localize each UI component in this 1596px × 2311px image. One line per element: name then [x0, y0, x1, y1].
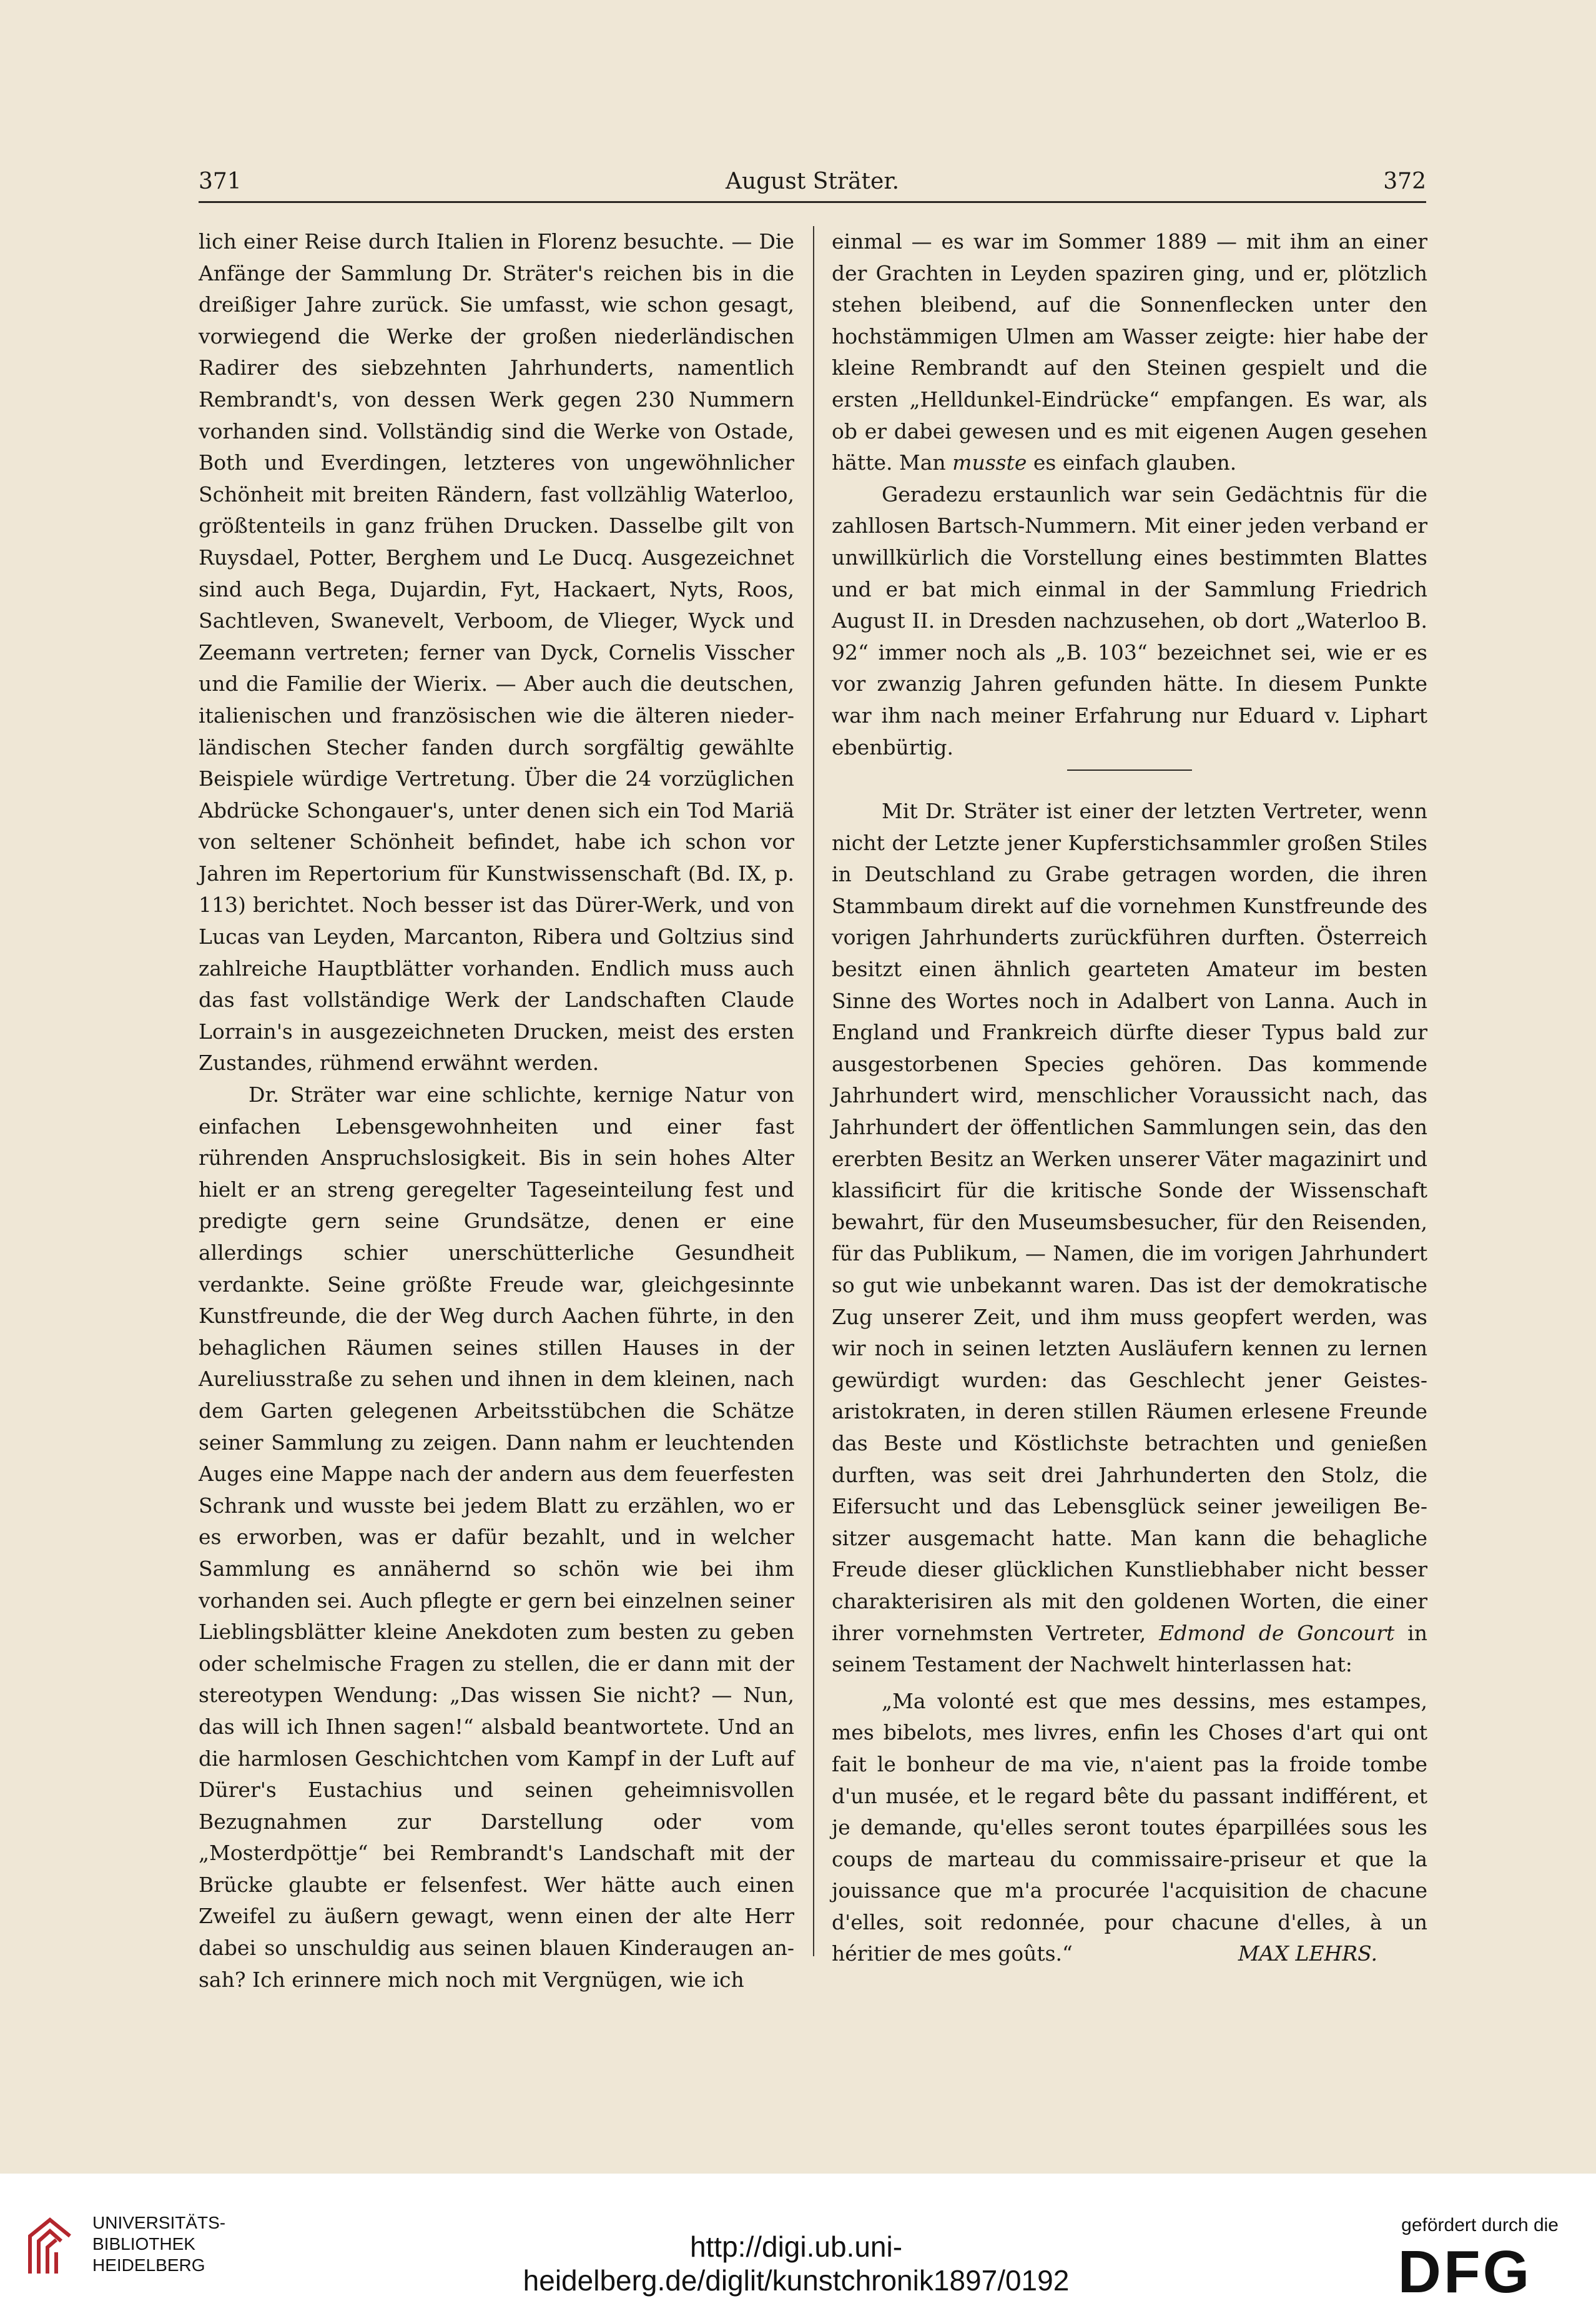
left-column: [199, 226, 794, 1996]
quotation: „Ma volonté est que mes dessins, mes estampes, mes bibelots, mes livres, enfin les Choses d'art qui ont fait le bonheur de ma vie, n'aient pas la froide tombe d'un musée, et le regard bête du passant indifférent, et je demande, qu'elles seront toutes éparpillées sous les coups de marteau du commissaire-priseur et que la jouissance que m'a procurée l'acquisition de chacune d'elles, soit redonnée, pour chacune d'elles, à un héritier de mes goûts.“ MAX LEHRS.: [832, 1686, 1427, 1970]
source-url[interactable]: http://digi.ub.uni-heidelberg.de/diglit/kunstchronik1897/0192: [523, 2230, 1070, 2297]
paragraph: lich einer Reise durch Italien in Florenz besuchte. — Die Anfänge der Sammlung Dr. Sträter's reichen bis in die dreißiger Jahre zurück. Sie umfasst, wie schon gesagt, vorwiegend die Werke der großen niederländischen Radirer des siebzehnten Jahrhunderts, namentlich Rembrandt's, von dessen Werk gegen 230 Nummern vorhanden sind. Vollständig sind die Werke von Ostade, Both und Everdingen, letzteres von ungewöhnlicher Schönheit mit breiten Rändern, fast vollzählig Waterloo, größtenteils in ganz frühen Drucken. Dasselbe gilt von Ruysdael, Potter, Berghem und Le Ducq. Ausgezeichnet sind auch Bega, Dujardin, Fyt, Hackaert, Nyts, Roos, Sachtleven, Swanevelt, Verboom, de Vlieger, Wyck und Zeemann vertreten; ferner van Dyck, Cornelis Visscher und die Familie der Wierix. — Aber auch die deutschen, italienischen und französischen wie die älteren niederländischen Stecher fanden durch sorgfältig gewählte Beispiele würdige Vertretung. Über die 24 vorzüglichen Abdrücke Schongauer's, unter denen sich ein Tod Mariä von seltener Schönheit befindet, habe ich schon vor Jahren im Repertorium für Kunstwissenschaft (Bd. IX, p. 113) berichtet. Noch besser ist das Dürer-Werk, und von Lucas van Leyden, Marcanton, Ribera und Goltzius sind zahlreiche Hauptblätter vorhanden. Endlich muss auch das fast vollständige Werk der Landschaften Claude Lorrain's in ausgezeichneten Drucken, meist des ersten Zustandes, rühmend erwähnt werden.: [199, 229, 794, 1076]
svg-text:DFG: DFG: [1397, 2241, 1532, 2300]
page-number-right: 372: [1383, 169, 1426, 194]
library-name: UNIVERSITÄTS- BIBLIOTHEK HEIDELBERG: [92, 2213, 226, 2275]
column-divider: [813, 226, 814, 1956]
paragraph: Geradezu erstaunlich war sein Gedächtnis für die zahllosen Bartsch-Nummern. Mit einer jeden verband er unwillkürlich die Vorstellung eines bestimmten Blattes und er bat mich einmal in der Sammlung Friedrich August II. in Dresden nachzusehen, ob dort „Waterloo B. 92“ immer noch als „B. 103“ bezeichnet sei, wie er es vor zwanzig Jahren gefunden hätte. In diesem Punkte war ihm nach meiner Erfahrung nur Eduard v. Liphart ebenbürtig.: [832, 482, 1427, 760]
paragraph: Dr. Sträter war eine schlichte, kernige Natur von einfachen Lebensgewohnheiten und einer fast rührenden Anspruchslosigkeit. Bis in sein hohes Alter hielt er an streng geregelter Tageseinteilung fest und predigte gern seine Grundsätze, denen er eine allerdings schier unerschütterliche Gesundheit verdankte. Seine größte Freude war, gleichgesinnte Kunstfreunde, die der Weg durch Aachen führte, in den behaglichen Räumen seines stillen Hauses in der Aureliusstraße zu sehen und ihnen in dem kleinen, nach dem Garten gelegenen Arbeitsstübchen die Schätze seiner Sammlung zu zeigen. Dann nahm er leuchtenden Auges eine Mappe nach der andern aus dem feuerfesten Schrank und wusste bei jedem Blatt zu erzählen, wo er es erworben, was er dafür bezahlt, und in welcher Sammlung es annähernd so schön wie bei ihm vorhanden sei. Auch pflegte er gern bei einzelnen seiner Lieblingsblätter kleine Anekdoten zum besten zu geben oder schelmische Fragen zu stellen, die er dann mit der stereotypen Wendung: „Das wissen Sie nicht? — Nun, das will ich Ihnen sagen!“ alsbald beantwortete. Und an die harmlosen Geschichtchen vom Kampf in der Luft auf Dürer's Eustachius und seinen geheimnisvollen Bezugnahmen zur Darstellung oder vom „Mosterdpöttje“ bei Rembrandt's Landschaft mit der Brücke glaubte er felsenfest. Wer hätte auch einen Zweifel zu äußern gewagt, wenn einen der alte Herr dabei so unschuldig aus seinen blauen Kinderaugen ansah? Ich erinnere mich noch mit Vergnügen, wie ich: [199, 1082, 794, 1992]
emphasis: Edmond de Goncourt: [1159, 1620, 1395, 1645]
ub-heidelberg-logo-icon: [25, 2211, 75, 2280]
page-header: [199, 169, 1426, 206]
paragraph: einmal — es war im Sommer 1889 — mit ihm an einer der Grachten in Leyden spaziren ging, und er, plötzlich stehen bleibend, auf die Sonnenflecken unter den hochstämmigen Ulmen am Wasser zeigte: hier habe der kleine Rembrandt auf den Steinen gespielt und die ersten „Helldunkel-Eindrücke“ empfangen. Es war, als ob er dabei gewesen und es mit eigenen Augen gesehen hätte. Man musste es einfach glauben.: [832, 229, 1427, 475]
funding-label: gefördert durch die: [1401, 2215, 1559, 2235]
header-rule: [199, 201, 1426, 203]
page-number-left: 371: [199, 169, 242, 194]
author-signature: MAX LEHRS.: [1238, 1941, 1377, 1966]
right-column: [832, 226, 1427, 1970]
emphasis: musste: [952, 450, 1027, 475]
dfg-logo-icon: [1371, 2241, 1559, 2300]
running-title: August Sträter.: [725, 169, 900, 194]
digitization-footer: [0, 2174, 1596, 2311]
section-separator: [1067, 770, 1192, 771]
paragraph: Mit Dr. Sträter ist einer der letzten Vertreter, wenn nicht der Letzte jener Kupferstichsammler großen Stiles in Deutschland zu Grabe getragen worden, die ihren Stammbaum direkt auf die vornehmen Kunstfreunde des vorigen Jahrhunderts zurückführen durften. Österreich besitzt einen ähnlich gearteten Amateur im besten Sinne des Wortes noch in Adalbert von Lanna. Auch in England und Frankreich dürfte dieser Typus bald zur ausgestorbenen Species gehören. Das kommende Jahrhundert wird, menschlicher Voraussicht nach, das Jahrhundert der öffentlichen Sammlungen sein, das den ererbten Besitz an Werken unserer Väter magazinirt und klassificirt für die kritische Sonde der Wissenschaft bewahrt, für den Museumsbesucher, für den Reisenden, für das Publikum, — Namen, die im vorigen Jahrhundert so gut wie unbekannt waren. Das ist der demokratische Zug unserer Zeit, und ihm muss geopfert werden, was wir noch in seinen letzten Ausläufern kennen zu lernen gewürdigt wurden: das Geschlecht jener Geistesaristokraten, in deren stillen Räumen erlesene Freunde das Beste und Köstlichste betrachten und genießen durften, was seit drei Jahrhunderten den Stolz, die Eifersucht und das Lebensglück seiner jeweiligen Besitzer ausgemacht hatte. Man kann die behagliche Freude dieser glücklichen Kunstliebhaber nicht besser charakterisiren als mit den goldenen Worten, die einer ihrer vornehmsten Vertreter, Edmond de Goncourt in seinem Testament der Nachwelt hinterlassen hat:: [832, 799, 1427, 1677]
